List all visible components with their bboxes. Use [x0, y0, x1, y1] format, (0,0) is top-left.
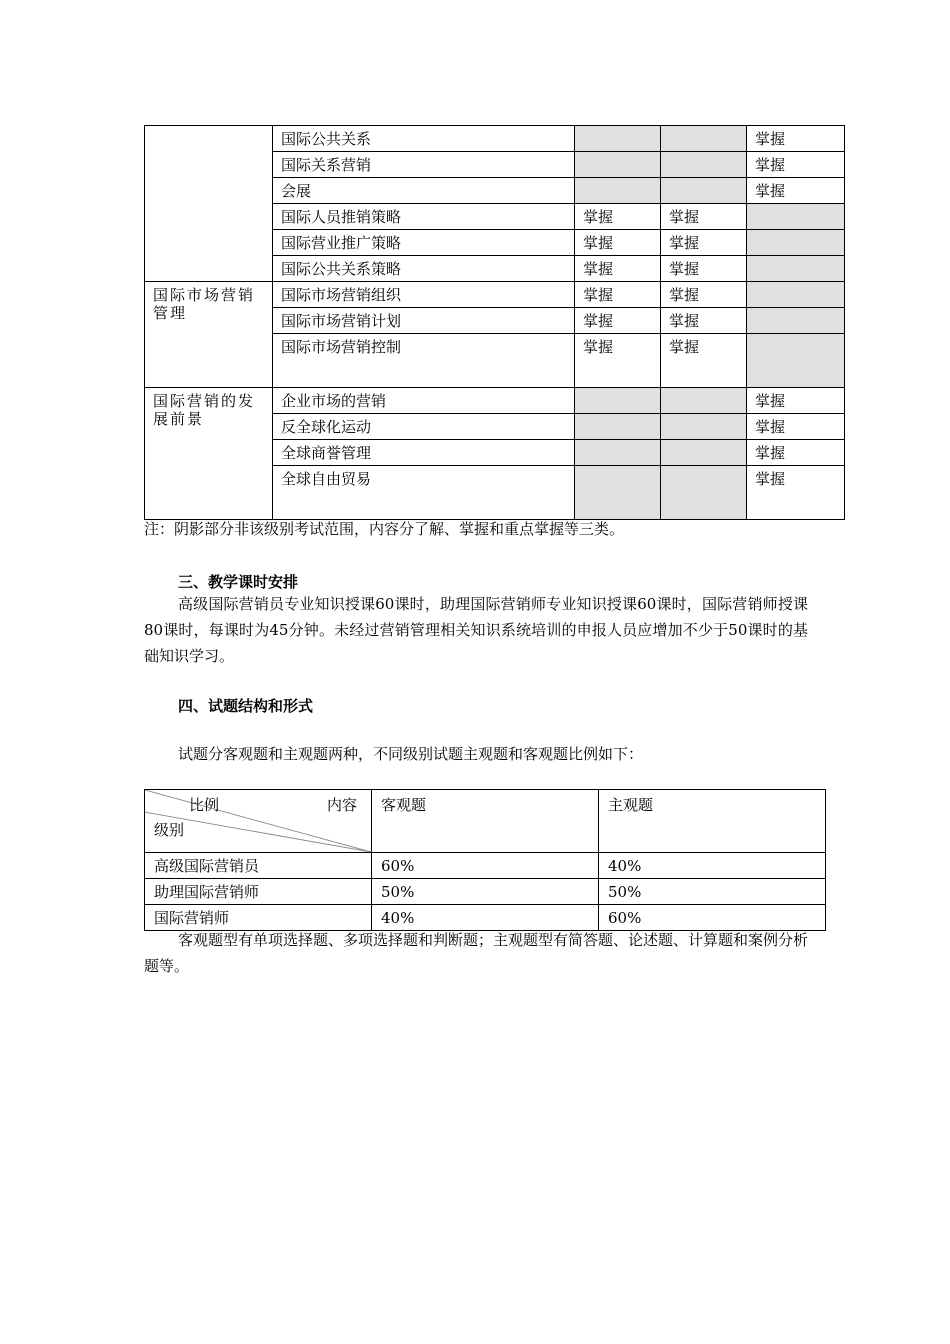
- objective-ratio: 50%: [372, 879, 599, 905]
- level-name: 高级国际营销员: [145, 853, 372, 879]
- level-cell: 掌握: [575, 204, 661, 230]
- item-cell: 国际市场营销计划: [273, 308, 575, 334]
- item-cell: 会展: [273, 178, 575, 204]
- level-cell: 掌握: [747, 440, 845, 466]
- shaded-cell: [661, 126, 747, 152]
- item-cell: 国际市场营销控制: [273, 334, 575, 388]
- corner-level-label: 级别: [154, 821, 185, 839]
- subjective-ratio: 60%: [599, 905, 826, 931]
- shaded-cell: [575, 466, 661, 520]
- level-cell: 掌握: [747, 388, 845, 414]
- shaded-cell: [747, 204, 845, 230]
- level-cell: 掌握: [661, 256, 747, 282]
- item-cell: 全球自由贸易: [273, 466, 575, 520]
- shaded-cell: [575, 414, 661, 440]
- table-header-row: [145, 790, 826, 853]
- closing-paragraph: 客观题型有单项选择题、多项选择题和判断题；主观题型有简答题、论述题、计算题和案例分析题等。: [144, 931, 809, 975]
- objective-ratio: 40%: [372, 905, 599, 931]
- shaded-cell: [661, 152, 747, 178]
- shaded-cell: [661, 440, 747, 466]
- level-cell: 掌握: [747, 152, 845, 178]
- shaded-cell: [575, 388, 661, 414]
- table-row: [145, 879, 826, 905]
- column-header: 客观题: [372, 790, 599, 853]
- category-cell: 国际营销的发展前景: [145, 388, 273, 520]
- item-cell: 国际公共关系策略: [273, 256, 575, 282]
- shaded-cell: [661, 414, 747, 440]
- level-cell: 掌握: [747, 466, 845, 520]
- item-cell: 国际市场营销组织: [273, 282, 575, 308]
- shaded-cell: [747, 230, 845, 256]
- category-cell: [145, 126, 273, 282]
- level-name: 助理国际营销师: [145, 879, 372, 905]
- shaded-cell: [747, 308, 845, 334]
- level-cell: 掌握: [747, 126, 845, 152]
- category-cell: 国际市场营销管理: [145, 282, 273, 388]
- level-cell: 掌握: [661, 308, 747, 334]
- shaded-cell: [747, 282, 845, 308]
- level-cell: 掌握: [661, 334, 747, 388]
- level-name: 国际营销师: [145, 905, 372, 931]
- section-heading: 三、教学课时安排: [178, 573, 299, 591]
- section-intro: 试题分客观题和主观题两种，不同级别试题主观题和客观题比例如下：: [178, 745, 644, 763]
- syllabus-table: [144, 125, 845, 520]
- subjective-ratio: 50%: [599, 879, 826, 905]
- level-cell: 掌握: [747, 414, 845, 440]
- level-cell: 掌握: [661, 204, 747, 230]
- level-cell: 掌握: [575, 282, 661, 308]
- shaded-cell: [575, 126, 661, 152]
- shaded-cell: [747, 256, 845, 282]
- table-row: [145, 282, 845, 308]
- table-row: [145, 853, 826, 879]
- item-cell: 反全球化运动: [273, 414, 575, 440]
- diagonal-header-cell: [145, 790, 372, 853]
- level-cell: 掌握: [661, 230, 747, 256]
- level-cell: 掌握: [747, 178, 845, 204]
- shaded-cell: [661, 178, 747, 204]
- shaded-cell: [575, 178, 661, 204]
- corner-ratio-label: 比例: [189, 796, 220, 814]
- item-cell: 全球商誉管理: [273, 440, 575, 466]
- level-cell: 掌握: [575, 256, 661, 282]
- item-cell: 企业市场的营销: [273, 388, 575, 414]
- shaded-cell: [747, 334, 845, 388]
- level-cell: 掌握: [575, 230, 661, 256]
- item-cell: 国际关系营销: [273, 152, 575, 178]
- shaded-cell: [661, 466, 747, 520]
- table-row: [145, 388, 845, 414]
- corner-content-label: 内容: [326, 796, 357, 814]
- level-cell: 掌握: [661, 282, 747, 308]
- subjective-ratio: 40%: [599, 853, 826, 879]
- exam-ratio-table: [144, 789, 826, 931]
- item-cell: 国际营业推广策略: [273, 230, 575, 256]
- level-cell: 掌握: [575, 334, 661, 388]
- column-header: 主观题: [599, 790, 826, 853]
- level-cell: 掌握: [575, 308, 661, 334]
- section-paragraph: 高级国际营销员专业知识授课60课时，助理国际营销师专业知识授课60课时，国际营销师授课80课时，每课时为45分钟。未经过营销管理相关知识系统培训的申报人员应增加不少于50课时的基础知识学习。: [144, 595, 808, 665]
- item-cell: 国际人员推销策略: [273, 204, 575, 230]
- item-cell: 国际公共关系: [273, 126, 575, 152]
- table-row: [145, 126, 845, 152]
- section-heading: 四、试题结构和形式: [178, 697, 314, 715]
- shaded-cell: [661, 388, 747, 414]
- shaded-cell: [575, 152, 661, 178]
- objective-ratio: 60%: [372, 853, 599, 879]
- shaded-cell: [575, 440, 661, 466]
- table-note: 注：阴影部分非该级别考试范围，内容分了解、掌握和重点掌握等三类。: [144, 520, 625, 538]
